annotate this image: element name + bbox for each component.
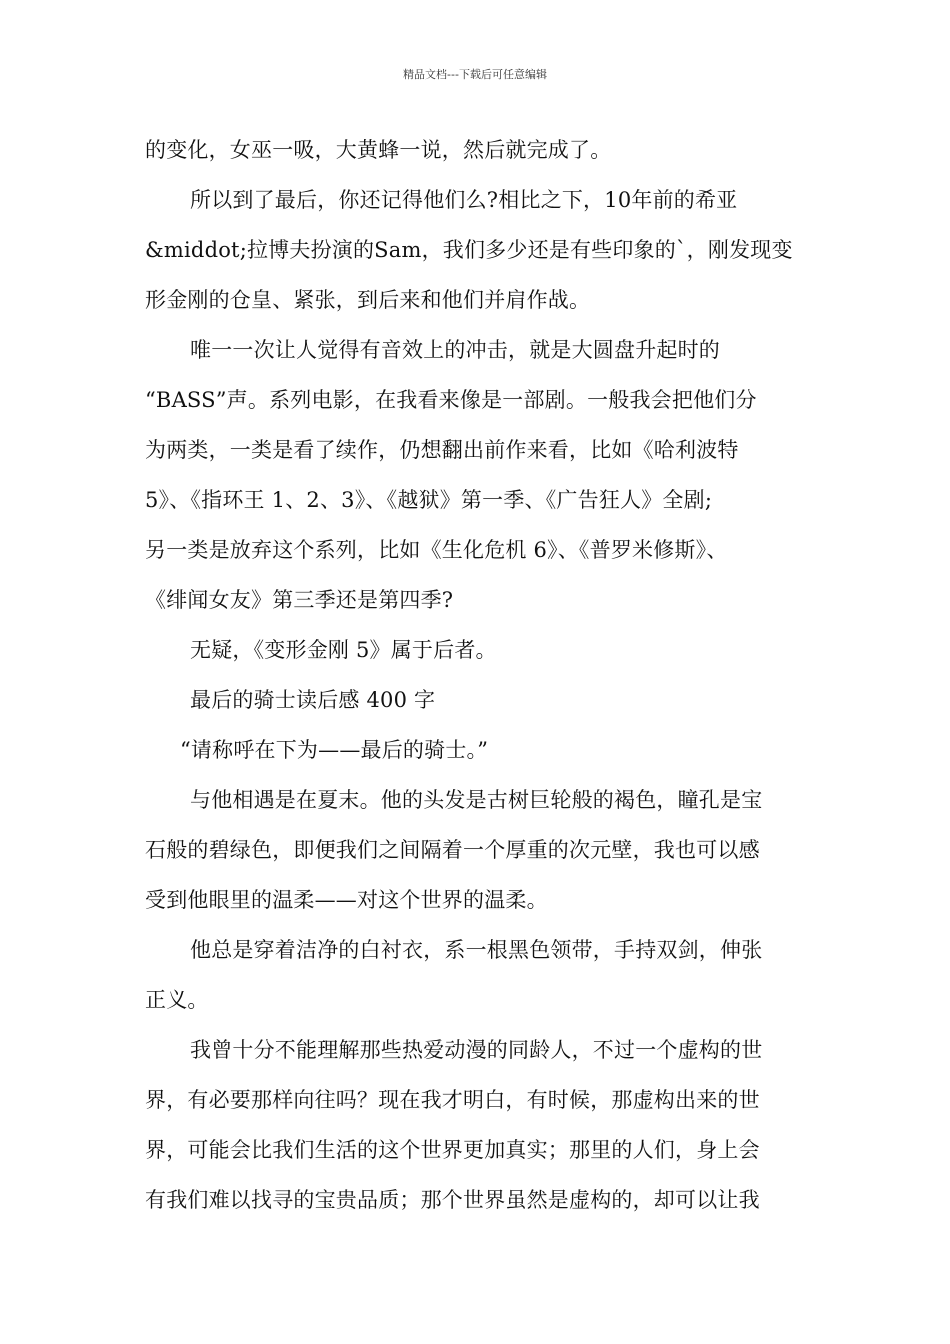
- text-line: 石般的碧绿色，即便我们之间隔着一个厚重的次元壁，我也可以感: [145, 838, 760, 862]
- text-line: &middot;拉博夫扮演的Sam，我们多少还是有些印象的`，刚发现变: [145, 238, 793, 262]
- text-line: 与他相遇是在夏末。他的头发是古树巨轮般的褐色，瞳孔是宝: [190, 788, 763, 812]
- text-line: 界，有必要那样向往吗？现在我才明白，有时候，那虚构出来的世: [145, 1088, 760, 1112]
- text-line: 《绯闻女友》第三季还是第四季?: [145, 588, 454, 612]
- text-line: 为两类，一类是看了续作，仍想翻出前作来看，比如《哈利波特: [145, 438, 739, 462]
- text-line: 受到他眼里的温柔——对这个世界的温柔。: [145, 888, 548, 912]
- text-line: 5》、《指环王 1、2、3》、《越狱》第一季、《广告狂人》全剧;: [145, 488, 713, 512]
- text-line: 无疑，《变形金刚 5》属于后者。: [190, 638, 497, 662]
- text-line: 正义。: [145, 988, 209, 1012]
- text-line: 有我们难以找寻的宝贵品质；那个世界虽然是虚构的，却可以让我: [145, 1188, 760, 1212]
- text-line: 所以到了最后，你还记得他们么?相比之下，10年前的希亚: [190, 188, 738, 212]
- text-line: 形金刚的仓皇、紧张，到后来和他们并肩作战。: [145, 288, 591, 312]
- text-line: 最后的骑士读后感 400 字: [190, 688, 436, 712]
- text-line: 的变化，女巫一吸，大黄蜂一说，然后就完成了。: [145, 138, 612, 162]
- text-line: 我曾十分不能理解那些热爱动漫的同龄人，不过一个虚构的世: [190, 1038, 763, 1062]
- text-line: “请称呼在下为——最后的骑士。”: [180, 738, 489, 762]
- page-header: 精品文档---下载后可任意编辑: [403, 68, 547, 81]
- text-line: “BASS”声。系列电影，在我看来像是一部剧。一般我会把他们分: [145, 388, 757, 412]
- text-line: 界，可能会比我们生活的这个世界更加真实；那里的人们，身上会: [145, 1138, 760, 1162]
- text-line: 他总是穿着洁净的白衬衣，系一根黑色领带，手持双剑，伸张: [190, 938, 763, 962]
- text-line: 另一类是放弃这个系列，比如《生化危机 6》、《普罗米修斯》、: [145, 538, 728, 562]
- text-line: 唯一一次让人觉得有音效上的冲击，就是大圆盘升起时的: [190, 338, 720, 362]
